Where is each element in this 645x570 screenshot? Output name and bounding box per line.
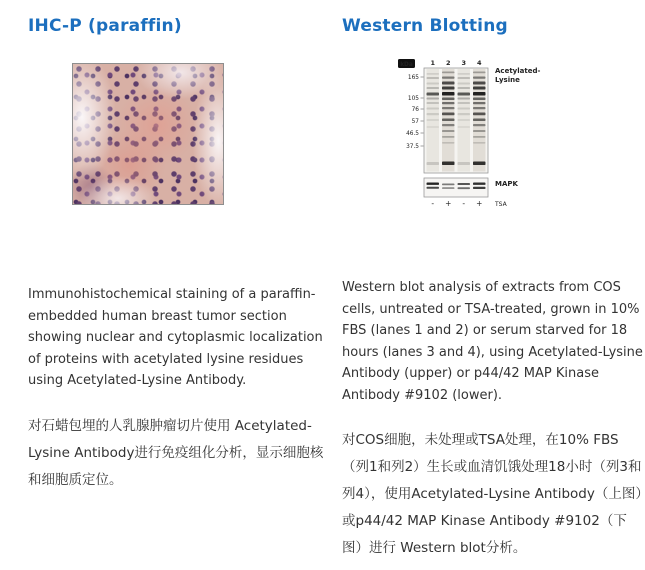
- svg-text:-: -: [431, 199, 435, 208]
- ihc-caption-english: Immunohistochemical staining of a paraffin-embedded human breast tumor section showing nuclear and cytoplasmic localization of proteins with acetylated lysine residues using Acetylated-Lysine Antibody.: [28, 287, 323, 388]
- wb-figure-area: [342, 56, 642, 277]
- ihc-section-title: IHC-P (paraffin): [28, 16, 182, 36]
- ihc-figure-area: [28, 63, 342, 284]
- wb-mw-ticks: [421, 77, 424, 146]
- svg-text:2: 2: [445, 59, 451, 67]
- ihc-section: [28, 16, 342, 562]
- svg-text:+: +: [476, 199, 483, 208]
- wb-upper-panel-label-line2: Lysine: [495, 76, 520, 84]
- svg-text:1: 1: [430, 59, 436, 67]
- svg-text:kDa: kDa: [400, 61, 413, 68]
- wb-lower-panel-label: MAPK: [495, 180, 518, 188]
- svg-text:4: 4: [476, 59, 482, 67]
- wb-upper-panel: [424, 68, 488, 173]
- svg-text:76: 76: [411, 107, 419, 113]
- svg-text:105: 105: [407, 96, 419, 102]
- wb-treatment-row: [431, 199, 507, 208]
- wb-lower-panel: [424, 178, 488, 197]
- svg-text:3: 3: [461, 59, 467, 67]
- ihc-caption-chinese: 对石蜡包埋的人乳腺肿瘤切片使用 Acetylated-Lysine Antibody进行免疫组化分析，显示细胞核和细胞质定位。: [28, 417, 324, 488]
- wb-caption-english: Western blot analysis of extracts from COS cells, untreated or TSA-treated, grown in 10% FBS (lanes 1 and 2) or serum starved for 18 hours (lanes 3 and 4), using Acetylated-Lysine Antibody (upper) or p44/42 MAP Kinase Antibody #9102 (lower).: [342, 280, 643, 403]
- svg-text:-: -: [462, 199, 466, 208]
- svg-text:165: 165: [407, 75, 419, 81]
- wb-mw-markers: [406, 75, 423, 150]
- ihc-tissue-image: [72, 63, 224, 205]
- wb-lane-numbers: [430, 59, 482, 67]
- svg-text:+: +: [445, 199, 452, 208]
- wb-upper-panel-label: Acetylated-: [495, 67, 541, 75]
- wb-section-title: Western Blotting: [342, 16, 508, 36]
- svg-text:57: 57: [411, 119, 419, 125]
- svg-text:46.5: 46.5: [406, 131, 419, 137]
- wb-caption-chinese: 对COS细胞，未处理或TSA处理，在10% FBS（列1和列2）生长或血清饥饿处理18小时（列3和列4），使用Acetylated-Lysine Antibody（上图）或p44/42 MAP Kinase Antibody #9102（下图）进行 Western blot分析。: [342, 432, 643, 556]
- western-blot-image: [395, 56, 570, 211]
- svg-text:37.5: 37.5: [406, 144, 419, 150]
- wb-treatment-label: TSA: [495, 201, 507, 208]
- wb-kda-unit: [398, 59, 415, 68]
- wb-section: [342, 16, 642, 562]
